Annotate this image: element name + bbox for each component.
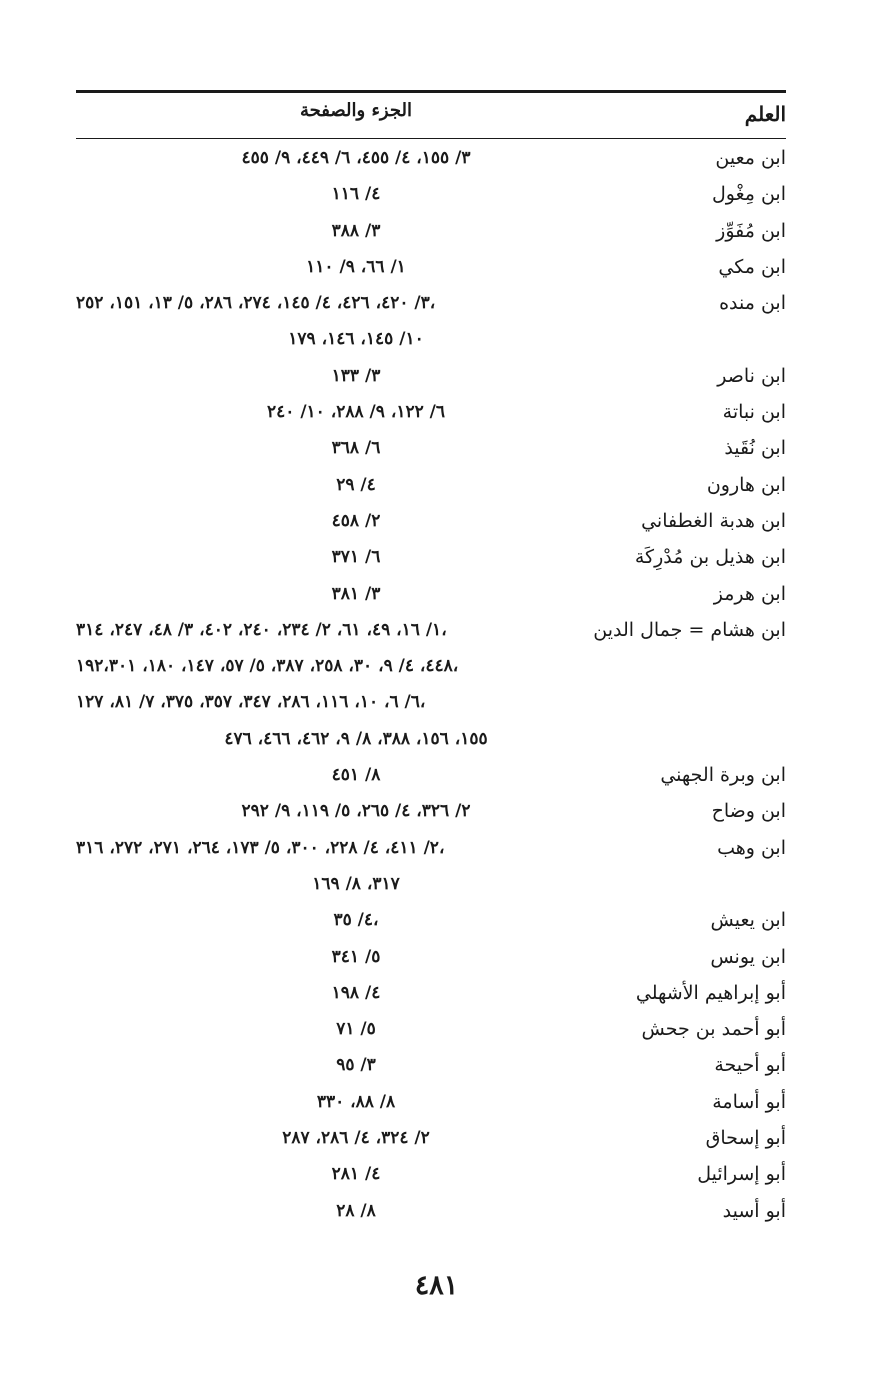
entry-name: ابن وضاح	[711, 800, 786, 823]
entry-name: ابن مكي	[718, 255, 786, 278]
index-row	[76, 796, 786, 832]
entry-references: ٣/ ٩٥	[336, 1055, 376, 1076]
entry-references: ٢/ ٤٥٨	[331, 510, 381, 531]
index-row	[76, 1159, 786, 1195]
entry-references: ٦/ ٦، ١٠، ١١٦، ٢٨٦، ٣٤٧، ٣٥٧، ٣٧٥، ٧/ ٨١، ١٢٧،	[76, 692, 426, 713]
index-row	[76, 397, 786, 433]
top-rule	[76, 90, 786, 93]
entry-name: ابن هشام = جمال الدين	[593, 618, 786, 641]
table-header	[76, 96, 786, 136]
index-row	[76, 579, 786, 615]
entry-name: ابن وبرة الجهني	[660, 764, 786, 787]
index-row	[76, 724, 786, 760]
header-rule	[76, 138, 786, 139]
index-row	[76, 651, 786, 687]
entry-references: ٣/ ٣٨١	[331, 583, 381, 604]
index-row	[76, 506, 786, 542]
entry-name: ابن وهب	[717, 836, 786, 859]
entry-name: أبو إسرائيل	[697, 1163, 786, 1186]
entry-name: ابن معين	[715, 147, 786, 169]
index-row	[76, 978, 786, 1014]
index-row	[76, 470, 786, 506]
index-row	[76, 905, 786, 941]
column-header-name: العلم	[744, 102, 786, 126]
entry-references: ٨/ ٢٨	[336, 1200, 376, 1221]
entry-name: ابن يونس	[710, 945, 786, 968]
entry-name: ابن هارون	[706, 473, 786, 496]
index-row	[76, 542, 786, 578]
entry-references: ١٥٥، ١٥٦، ٣٨٨، ٨/ ٩، ٤٦٢، ٤٦٦، ٤٧٦	[224, 728, 488, 749]
entry-name: ابن مِغْول	[711, 183, 786, 206]
entry-references: ٣/ ٣٨٨	[331, 220, 381, 241]
index-row	[76, 143, 786, 179]
page-number: ٤٨١	[414, 1270, 459, 1301]
index-row	[76, 1087, 786, 1123]
index-row	[76, 1196, 786, 1232]
entry-name: ابن يعيش	[710, 909, 786, 932]
index-row	[76, 687, 786, 723]
index-row	[76, 324, 786, 360]
index-row	[76, 361, 786, 397]
entry-name: ابن نباتة	[722, 401, 786, 424]
index-row	[76, 833, 786, 869]
entry-name: أبو أسامة	[712, 1090, 786, 1113]
entry-name: أبو أحيحة	[714, 1054, 786, 1077]
entry-name: أبو إسحاق	[705, 1127, 786, 1150]
entry-references: ٦/ ٣٦٨	[331, 438, 381, 459]
index-row	[76, 216, 786, 252]
entry-references: ٦/ ١٢٢، ٩/ ٢٨٨، ١٠/ ٢٤٠	[267, 402, 445, 423]
index-row	[76, 869, 786, 905]
entry-references: ٤/ ٣٥،	[333, 910, 379, 931]
index-row	[76, 179, 786, 215]
entry-references: ١/ ١٦، ٤٩، ٦١، ٢/ ٢٣٤، ٢٤٠، ٤٠٢، ٣/ ٤٨، ٢٤٧، ٣١٤،	[76, 619, 447, 640]
entry-references: ٨/ ٨٨، ٣٣٠	[316, 1091, 396, 1112]
entry-references: ٤٤٨، ٤/ ٩، ٣٠، ٢٥٨، ٣٨٧، ٥/ ٥٧، ١٤٧، ١٨٠، ١٩٢،٣٠١،	[76, 656, 459, 677]
entry-references: ٢/ ٣٢٤، ٤/ ٢٨٦، ٢٨٧	[282, 1128, 430, 1149]
entry-references: ٣/ ١٥٥، ٤/ ٤٥٥، ٦/ ٤٤٩، ٩/ ٤٥٥	[241, 148, 471, 168]
index-row	[76, 433, 786, 469]
entry-references: ٨/ ٤٥١	[331, 765, 381, 786]
index-entries	[76, 143, 786, 1232]
entry-references: ٦/ ٣٧١	[331, 547, 381, 568]
entry-name: ابن هرمز	[713, 582, 786, 605]
index-row	[76, 1014, 786, 1050]
entry-references: ٣/ ١٣٣	[331, 365, 381, 386]
entry-references: ٤/ ٢٩	[336, 474, 376, 495]
entry-references: ٢/ ٣٢٦، ٤/ ٢٦٥، ٥/ ١١٩، ٩/ ٢٩٢	[241, 801, 471, 822]
entry-name: ابن نُقَيذ	[724, 437, 786, 460]
entry-name: أبو أسيد	[722, 1199, 786, 1222]
index-row	[76, 288, 786, 324]
entry-name: أبو إبراهيم الأشهلي	[635, 981, 786, 1004]
entry-name: أبو أحمد بن جحش	[641, 1018, 786, 1041]
entry-references: ٣/ ٤٢٠، ٤٢٦، ٤/ ١٤٥، ٢٧٤، ٢٨٦، ٥/ ١٣، ١٥١، ٢٥٢،	[76, 293, 436, 314]
column-header-volume-page: الجزء والصفحة	[300, 100, 412, 121]
entry-references: ١/ ٦٦، ٩/ ١١٠	[306, 256, 406, 277]
entry-references: ٤/ ٢٨١	[331, 1164, 381, 1185]
entry-references: ١٠/ ١٤٥، ١٤٦، ١٧٩	[288, 329, 424, 350]
index-row	[76, 252, 786, 288]
entry-name: ابن ناصر	[717, 364, 786, 387]
entry-references: ٥/ ٣٤١	[331, 946, 381, 967]
entry-references: ٣١٧، ٨/ ١٦٩	[312, 873, 400, 894]
index-row	[76, 1050, 786, 1086]
entry-name: ابن مُفَوِّز	[716, 219, 786, 242]
entry-references: ٤/ ١٩٨	[331, 982, 381, 1003]
entry-name: ابن هذيل بن مُدْرِكَة	[634, 546, 786, 569]
index-row	[76, 615, 786, 651]
index-row	[76, 942, 786, 978]
entry-references: ٥/ ٧١	[336, 1019, 376, 1040]
entry-name: ابن منده	[719, 292, 786, 315]
index-row	[76, 1123, 786, 1159]
entry-references: ٤/ ١١٦	[331, 184, 381, 205]
entry-name: ابن هدبة الغطفاني	[641, 509, 786, 532]
entry-references: ٢/ ٤١١، ٤/ ٢٢٨، ٣٠٠، ٥/ ١٧٣، ٢٦٤، ٢٧١، ٢٧٢، ٣١٦،	[76, 837, 445, 858]
index-row	[76, 760, 786, 796]
